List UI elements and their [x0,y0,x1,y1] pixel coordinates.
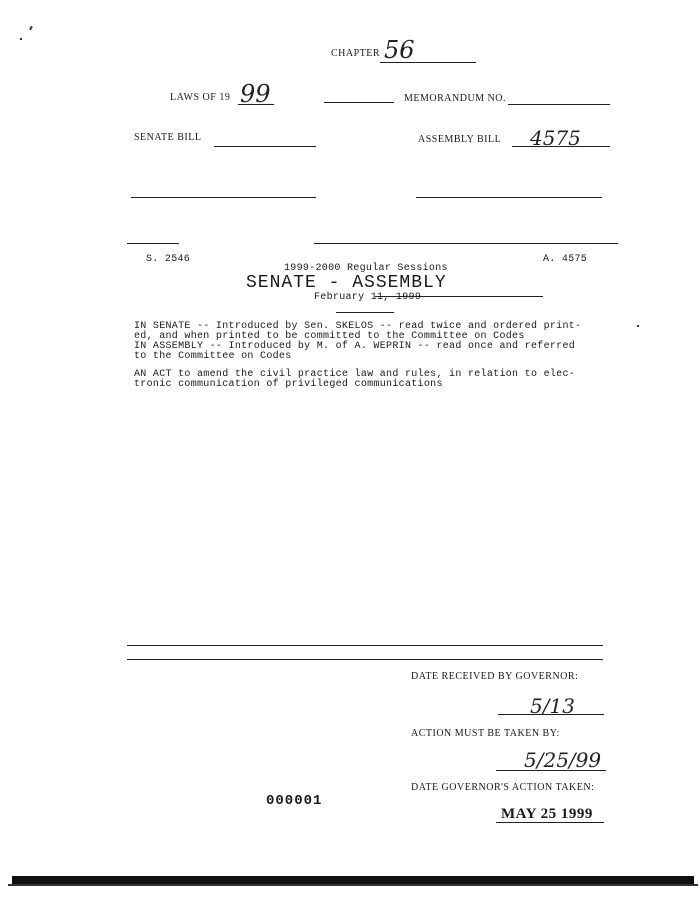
scan-speck [29,26,33,30]
action-taken-label: DATE GOVERNOR'S ACTION TAKEN: [411,782,595,793]
intro-line-3: IN ASSEMBLY -- Introduced by M. of A. WEPRIN -- read once and referred [134,341,576,352]
assembly-bill-label: ASSEMBLY BILL [418,134,502,145]
action-taken-stamp: MAY 25 1999 [501,806,593,822]
senate-bill-line [214,146,316,147]
chapter-label: CHAPTER [331,48,381,59]
scan-edge-line [8,884,698,886]
action-taken-line [496,822,604,823]
action-deadline-label: ACTION MUST BE TAKEN BY: [411,728,560,739]
assembly-bill-number: 4575 [530,126,581,150]
scan-speck [637,325,639,327]
blank-line-short [127,243,179,244]
memorandum-label: MEMORANDUM NO. [404,93,507,104]
separator-rule-2 [127,659,603,660]
bill-title: SENATE - ASSEMBLY [246,273,447,293]
separator-rule-1 [127,645,603,646]
scan-speck [20,38,22,40]
assembly-bill-number-printed: A. 4575 [543,254,588,265]
scan-edge-bar [12,876,694,884]
intro-line-1: IN SENATE -- Introduced by Sen. SKELOS -- read twice and ordered print- [134,321,582,332]
laws-year-suffix: 99 [240,80,271,108]
senate-bill-number: S. 2546 [146,254,191,265]
senate-bill-label: SENATE BILL [134,132,202,143]
intro-line-2: ed, and when printed to be committed to the Committee on Codes [134,331,525,342]
blank-line-right [416,197,602,198]
blank-line-long [314,243,618,244]
memorandum-line [508,104,610,105]
page-number: 000001 [266,793,323,809]
date-received-label: DATE RECEIVED BY GOVERNOR: [411,671,579,682]
laws-blank-line [324,102,394,103]
chapter-number: 56 [384,36,415,64]
intro-line-4: to the Committee on Codes [134,351,292,362]
sessions-line: 1999-2000 Regular Sessions [284,263,448,274]
date-received-line [498,714,604,715]
blank-line-left [131,197,316,198]
laws-year-underline [238,104,274,105]
action-deadline-line [496,770,606,771]
act-line-1: AN ACT to amend the civil practice law and rules, in relation to elec- [134,369,576,380]
chapter-underline [380,62,476,63]
laws-label: LAWS OF 19 [170,92,231,103]
action-deadline-value: 5/25/99 [524,748,602,772]
date-underline [336,312,394,313]
date-received-value: 5/13 [530,694,575,718]
bill-date: February 11, 1999 [314,292,422,303]
assembly-bill-line [512,146,610,147]
act-line-2: tronic communication of privileged communications [134,379,443,390]
